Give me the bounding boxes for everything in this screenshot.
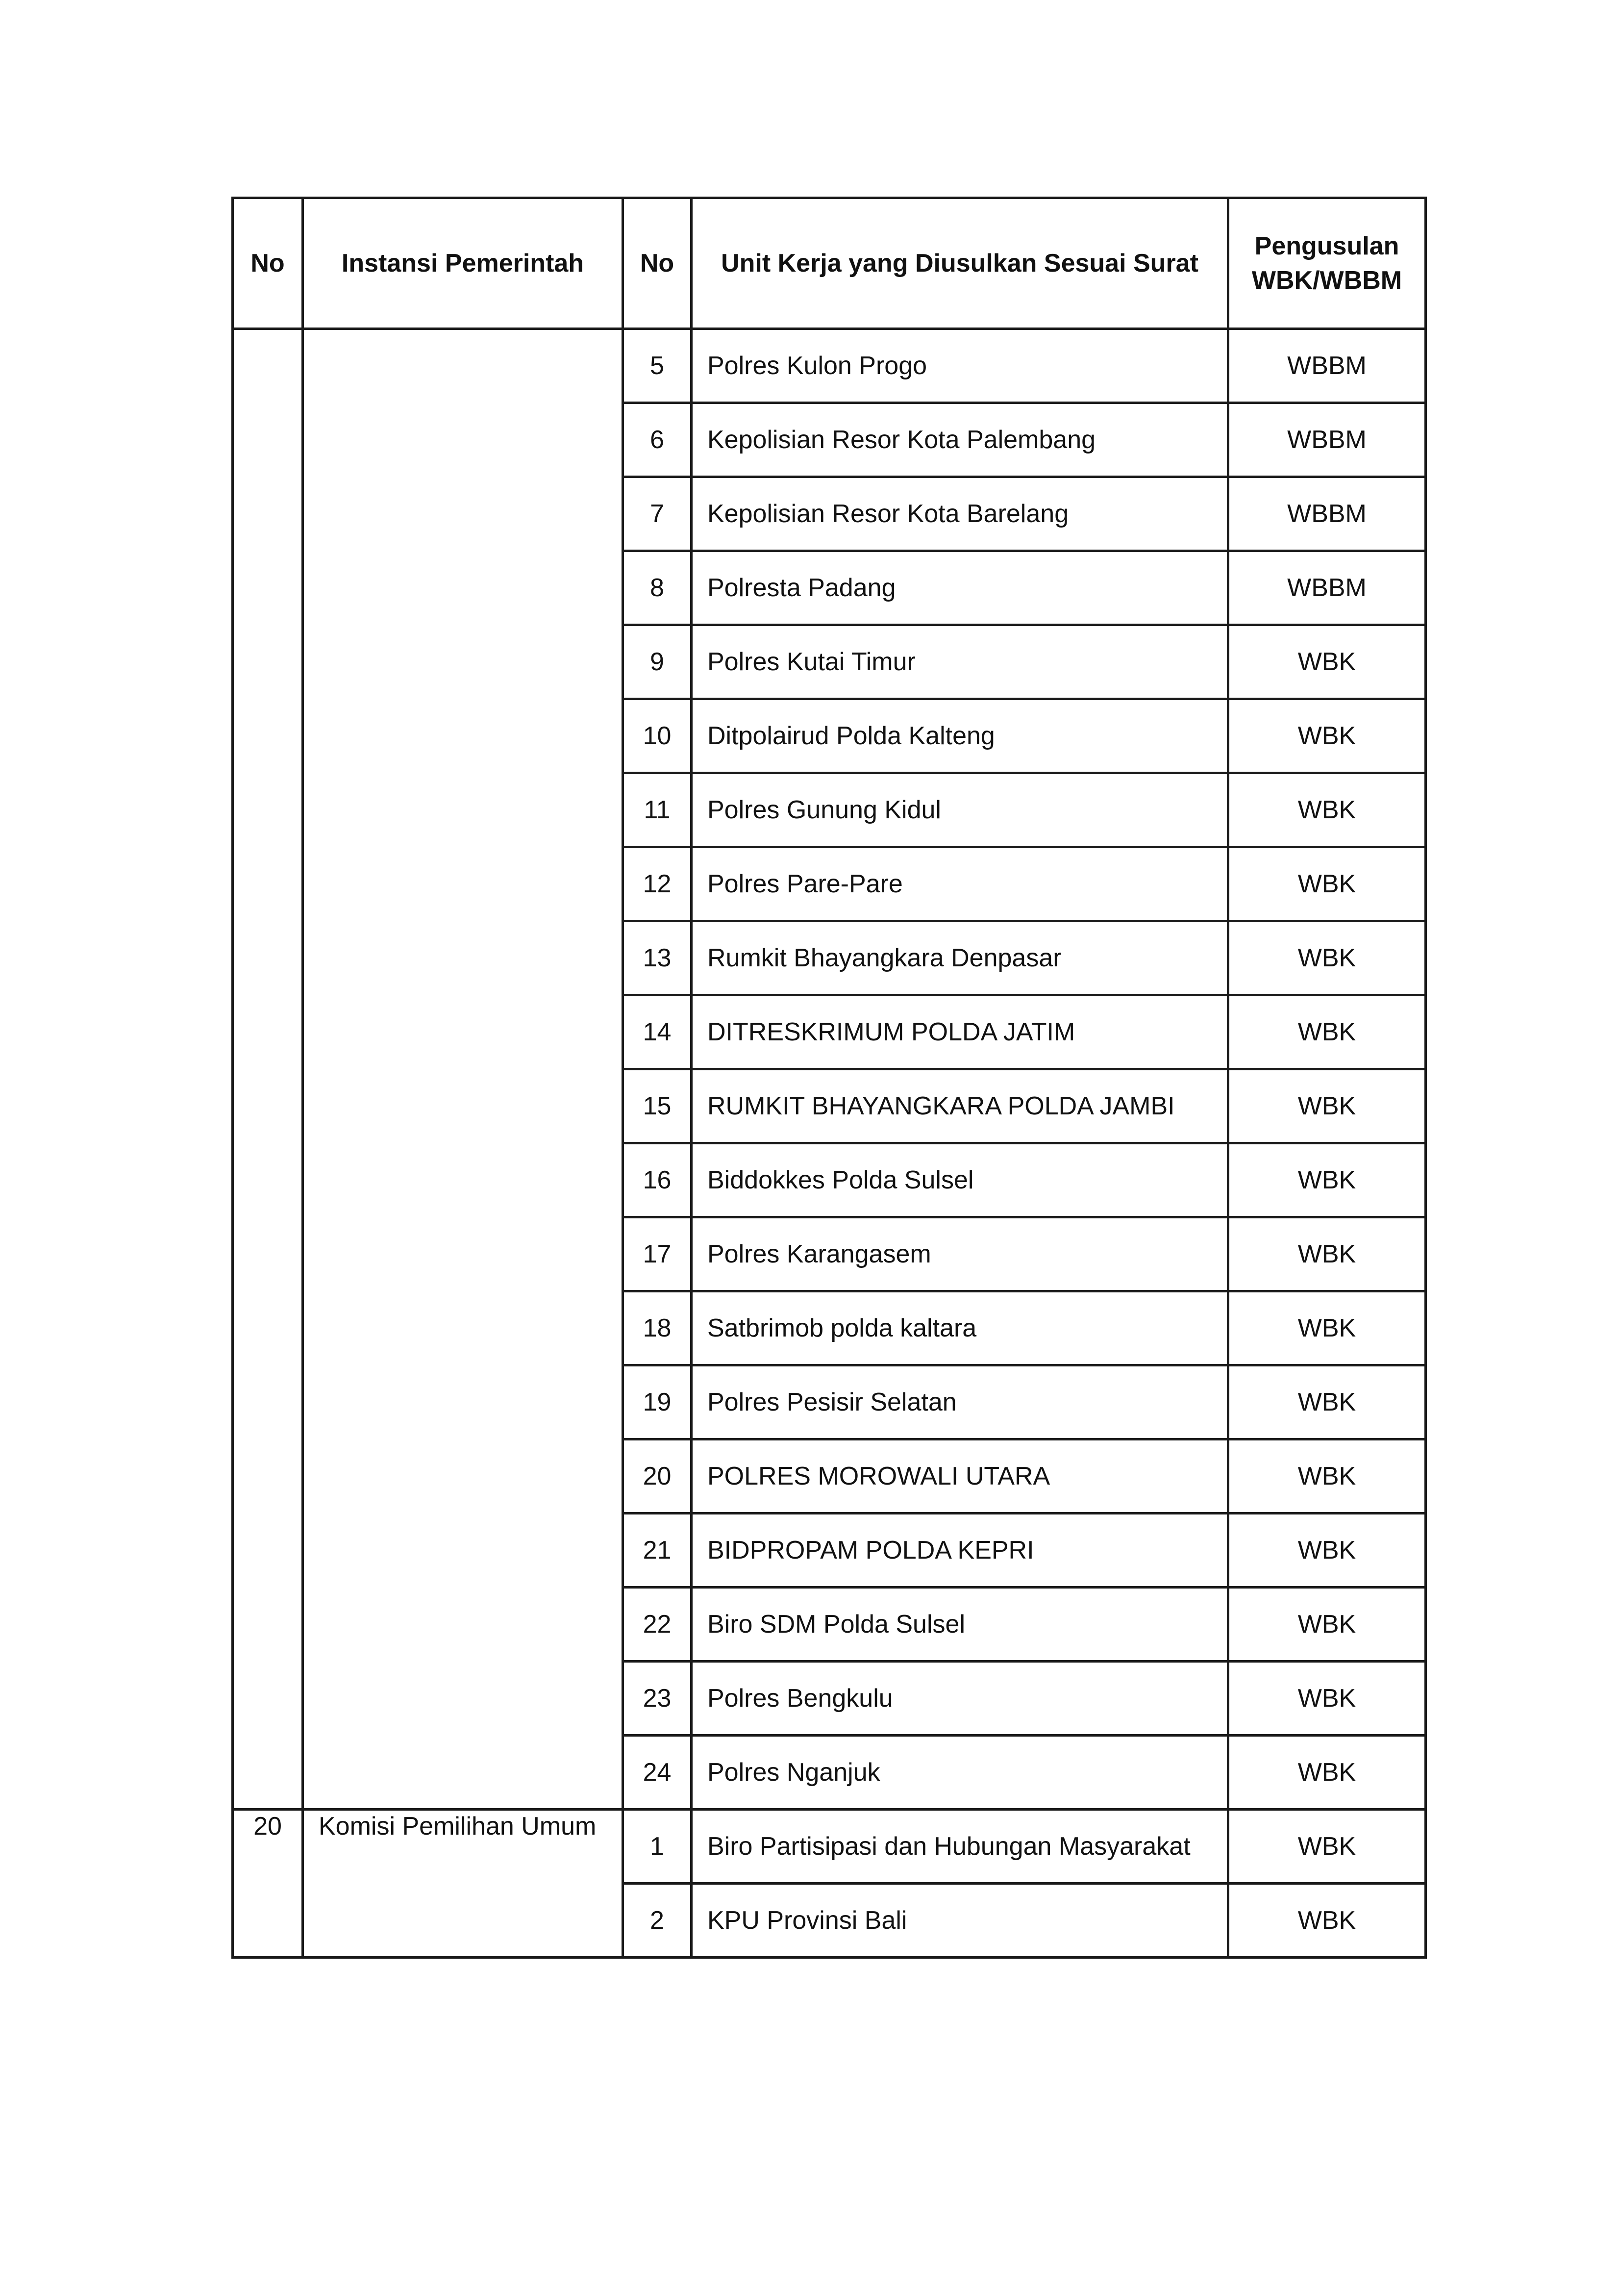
header-instansi: Instansi Pemerintah: [303, 198, 623, 329]
header-pengusulan-line1: Pengusulan: [1254, 232, 1399, 260]
unit-no: 9: [623, 625, 692, 699]
proposal-status: WBBM: [1228, 551, 1426, 625]
proposal-status: WBK: [1228, 699, 1426, 773]
header-row: [233, 198, 1426, 329]
unit-no: 6: [623, 403, 692, 477]
unit-name: BIDPROPAM POLDA KEPRI: [692, 1514, 1228, 1588]
proposal-status: WBK: [1228, 847, 1426, 921]
instansi-no-cell: 20: [233, 1810, 303, 1958]
unit-no: 10: [623, 699, 692, 773]
proposal-status: WBK: [1228, 1069, 1426, 1143]
table-row: [233, 1810, 1426, 1884]
unit-no: 17: [623, 1217, 692, 1291]
unit-name: POLRES MOROWALI UTARA: [692, 1439, 1228, 1514]
unit-no: 19: [623, 1365, 692, 1439]
proposal-status: WBK: [1228, 1217, 1426, 1291]
proposal-status: WBK: [1228, 1588, 1426, 1662]
unit-no: 20: [623, 1439, 692, 1514]
proposal-status: WBK: [1228, 1736, 1426, 1810]
proposal-status: WBK: [1228, 625, 1426, 699]
proposal-status: WBK: [1228, 773, 1426, 847]
unit-name: Polres Karangasem: [692, 1217, 1228, 1291]
unit-name: Biro SDM Polda Sulsel: [692, 1588, 1228, 1662]
unit-name: Kepolisian Resor Kota Barelang: [692, 477, 1228, 551]
unit-no: 24: [623, 1736, 692, 1810]
unit-name: DITRESKRIMUM POLDA JATIM: [692, 995, 1228, 1069]
unit-no: 22: [623, 1588, 692, 1662]
unit-name: Polres Gunung Kidul: [692, 773, 1228, 847]
unit-name: Polres Pesisir Selatan: [692, 1365, 1228, 1439]
unit-name: Polres Kulon Progo: [692, 329, 1228, 403]
proposal-status: WBK: [1228, 1810, 1426, 1884]
header-unit-kerja: Unit Kerja yang Diusulkan Sesuai Surat: [692, 198, 1228, 329]
unit-name: Biddokkes Polda Sulsel: [692, 1143, 1228, 1217]
unit-name: RUMKIT BHAYANGKARA POLDA JAMBI: [692, 1069, 1228, 1143]
unit-no: 12: [623, 847, 692, 921]
proposal-status: WBK: [1228, 1291, 1426, 1365]
unit-no: 16: [623, 1143, 692, 1217]
header-pengusulan: [1228, 198, 1426, 329]
instansi-no-cell: [233, 329, 303, 1810]
unit-no: 21: [623, 1514, 692, 1588]
unit-name: KPU Provinsi Bali: [692, 1884, 1228, 1958]
unit-name: Polres Pare-Pare: [692, 847, 1228, 921]
header-no-unit: No: [623, 198, 692, 329]
unit-no: 23: [623, 1662, 692, 1736]
proposal-status: WBBM: [1228, 329, 1426, 403]
unit-no: 2: [623, 1884, 692, 1958]
unit-no: 7: [623, 477, 692, 551]
proposal-status: WBBM: [1228, 403, 1426, 477]
instansi-name-cell: Komisi Pemilihan Umum: [303, 1810, 623, 1958]
proposal-status: WBK: [1228, 921, 1426, 995]
proposal-status: WBK: [1228, 1365, 1426, 1439]
unit-name: Rumkit Bhayangkara Denpasar: [692, 921, 1228, 995]
unit-no: 8: [623, 551, 692, 625]
unit-no: 1: [623, 1810, 692, 1884]
unit-name: Polres Nganjuk: [692, 1736, 1228, 1810]
unit-no: 5: [623, 329, 692, 403]
unit-name: Polresta Padang: [692, 551, 1228, 625]
unit-no: 15: [623, 1069, 692, 1143]
proposal-status: WBK: [1228, 1514, 1426, 1588]
header-pengusulan-line2: WBK/WBBM: [1251, 266, 1402, 295]
proposal-status: WBK: [1228, 1439, 1426, 1514]
unit-name: Polres Bengkulu: [692, 1662, 1228, 1736]
table-body: [233, 329, 1426, 1958]
proposal-status: WBBM: [1228, 477, 1426, 551]
header-no: No: [233, 198, 303, 329]
unit-name: Polres Kutai Timur: [692, 625, 1228, 699]
proposal-status: WBK: [1228, 995, 1426, 1069]
proposal-status: WBK: [1228, 1884, 1426, 1958]
proposal-status: WBK: [1228, 1143, 1426, 1217]
unit-name: Satbrimob polda kaltara: [692, 1291, 1228, 1365]
unit-no: 14: [623, 995, 692, 1069]
unit-name: Kepolisian Resor Kota Palembang: [692, 403, 1228, 477]
proposal-table: [231, 197, 1427, 1959]
unit-name: Biro Partisipasi dan Hubungan Masyarakat: [692, 1810, 1228, 1884]
proposal-status: WBK: [1228, 1662, 1426, 1736]
unit-name: Ditpolairud Polda Kalteng: [692, 699, 1228, 773]
unit-no: 18: [623, 1291, 692, 1365]
instansi-name-cell: [303, 329, 623, 1810]
unit-no: 13: [623, 921, 692, 995]
unit-no: 11: [623, 773, 692, 847]
table-row: [233, 329, 1426, 403]
